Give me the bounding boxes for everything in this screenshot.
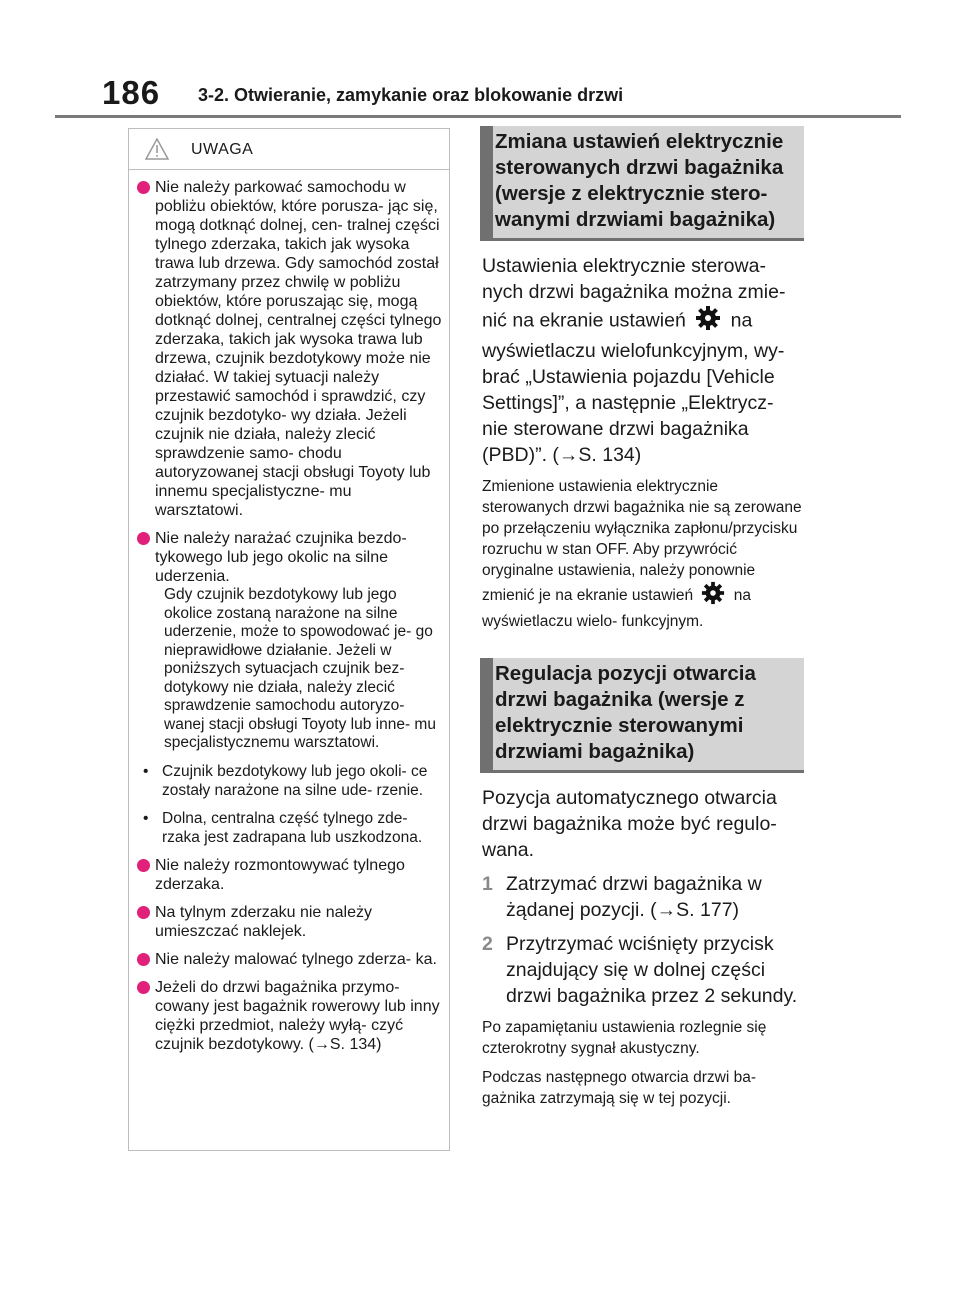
- warning-item: Na tylnym zderzaku nie należy umieszczać naklejek.: [137, 903, 443, 941]
- header-rule: [55, 115, 901, 118]
- section-note: Podczas następnego otwarcia drzwi ba- gażnika zatrzymają się w tej pozycji.: [482, 1069, 756, 1107]
- step-item: 2 Przytrzymać wciśnięty przycisk znajdujący się w dolnej części drzwi bagażnika przez 2 sekundy.: [482, 933, 798, 1007]
- small-bullet-icon: •: [143, 762, 149, 780]
- bullet-dot-icon: [137, 859, 150, 872]
- warning-box: [128, 128, 450, 1151]
- step-item: 1 Zatrzymać drzwi bagażnika w żądanej pozycji. (→S. 177): [482, 873, 762, 921]
- bullet-dot-icon: [137, 181, 150, 194]
- page-number: 186: [102, 74, 161, 111]
- warning-label: UWAGA: [191, 141, 254, 158]
- settings-gear-icon: [695, 305, 721, 338]
- warning-subbullet: • Dolna, centralna część tylnego zde- rzaka jest zadrapana lub uszkodzona.: [143, 809, 423, 846]
- warning-header: [129, 129, 449, 170]
- warning-subbullet: • Czujnik bezdotykowy lub jego okoli- ce zostały narażone na silne ude- rzenie.: [143, 762, 428, 799]
- section-paragraph: Pozycja automatycznego otwarcia drzwi bagażnika może być regulo- wana.: [482, 787, 777, 861]
- step-number: 1: [482, 873, 493, 895]
- bullet-dot-icon: [137, 532, 150, 545]
- section-heading: Regulacja pozycji otwarcia drzwi bagażnika (wersje z elektrycznie sterowanymi drzwiami bagażnika): [480, 658, 804, 773]
- small-bullet-icon: •: [143, 809, 149, 827]
- warning-item: Nie należy malować tylnego zderza- ka.: [137, 950, 443, 969]
- section-note: Po zapamiętaniu ustawienia rozlegnie się czterokrotny sygnał akustyczny.: [482, 1019, 767, 1057]
- bullet-dot-icon: [137, 953, 150, 966]
- section-note: Zmienione ustawienia elektrycznie sterowanych drzwi bagażnika nie są zerowane po przełączeniu wyłącznika zapłonu/przycisku rozruchu w stan OFF. Aby przywrócić oryginalne ustawienia, należy ponownie zmienić je na ekranie ustawień na wyświetlaczu wielo- funkcyjnym.: [482, 478, 802, 630]
- warning-item: Jeżeli do drzwi bagażnika przymo- cowany jest bagażnik rowerowy lub inny ciężki przedmiot, należy wyłą- czyć czujnik bezdotykowy. (→S. 134): [137, 978, 443, 1054]
- right-column: [480, 126, 804, 1109]
- warning-item: Nie należy narażać czujnika bezdo- tykowego lub jego okolic na silne uderzenia. Gdy czujnik bezdotykowy lub jego okolice zostaną narażone na silne uderzenie, może to spowodować je- go nieprawidłowe działanie. Jeżeli w poniższych sytuacjach czujnik bez- dotykowy nie działa, należy zlecić sprawdzenie samochodu autoryzo- wanej stacji obsługi Toyoty lub inne- mu specjalistycznemu warsztatowi.: [137, 529, 443, 753]
- section-title: 3-2. Otwieranie, zamykanie oraz blokowanie drzwi: [198, 85, 624, 105]
- warning-item: Nie należy rozmontowywać tylnego zderzaka.: [137, 856, 443, 894]
- bullet-dot-icon: [137, 981, 150, 994]
- warning-body: [129, 170, 449, 1054]
- warning-item: Nie należy parkować samochodu w pobliżu obiektów, które porusza- jąc się, mogą dotknąć dolnej, cen- tralnej części tylnego zderzaka, takich jak wysoka trawa lub drzewa. Gdy samochód został zatrzymany przez chwilę w pobliżu obiektów, które poruszając się, mogą dotknąć dolnej, centralnej części tylnego zderzaka, takich jak wysoka trawa lub drzewa, czujnik bezdotykowy może nie działać. W takiej sytuacji należy przestawić samochód i sprawdzić, czy czujnik bezdotyko- wy działa. Jeżeli czujnik nie działa, należy zlecić sprawdzenie samo- chodu autoryzowanej stacji obsługi Toyoty lub innemu specjalistyczne- mu warsztatowi.: [137, 178, 443, 520]
- warning-subtext: Gdy czujnik bezdotykowy lub jego okolice zostaną narażone na silne uderzenie, może to spowodować je- go nieprawidłowe działanie. Jeżeli w poniższych sytuacjach czujnik bez- dotykowy nie działa, należy zlecić sprawdzenie samochodu autoryzo- wanej stacji obsługi Toyoty lub inne- mu specjalistycznemu warsztatowi.: [164, 586, 436, 751]
- step-number: 2: [482, 933, 493, 955]
- warning-triangle-icon: [145, 138, 169, 165]
- settings-gear-icon: [701, 581, 725, 611]
- section-paragraph: Ustawienia elektrycznie sterowa- nych drzwi bagażnika można zmie- nić na ekranie ustawień na wyświetlaczu wielofunkcyjnym, wy- brać „Ustawienia pojazdu [Vehicle Settings]”, a następnie „Elektrycz- nie sterowane drzwi bagażnika (PBD)”. (→S. 134): [482, 255, 786, 466]
- bullet-dot-icon: [137, 906, 150, 919]
- section-heading: Zmiana ustawień elektrycznie sterowanych drzwi bagażnika (wersje z elektrycznie stero- wanymi drzwiami bagażnika): [480, 126, 804, 241]
